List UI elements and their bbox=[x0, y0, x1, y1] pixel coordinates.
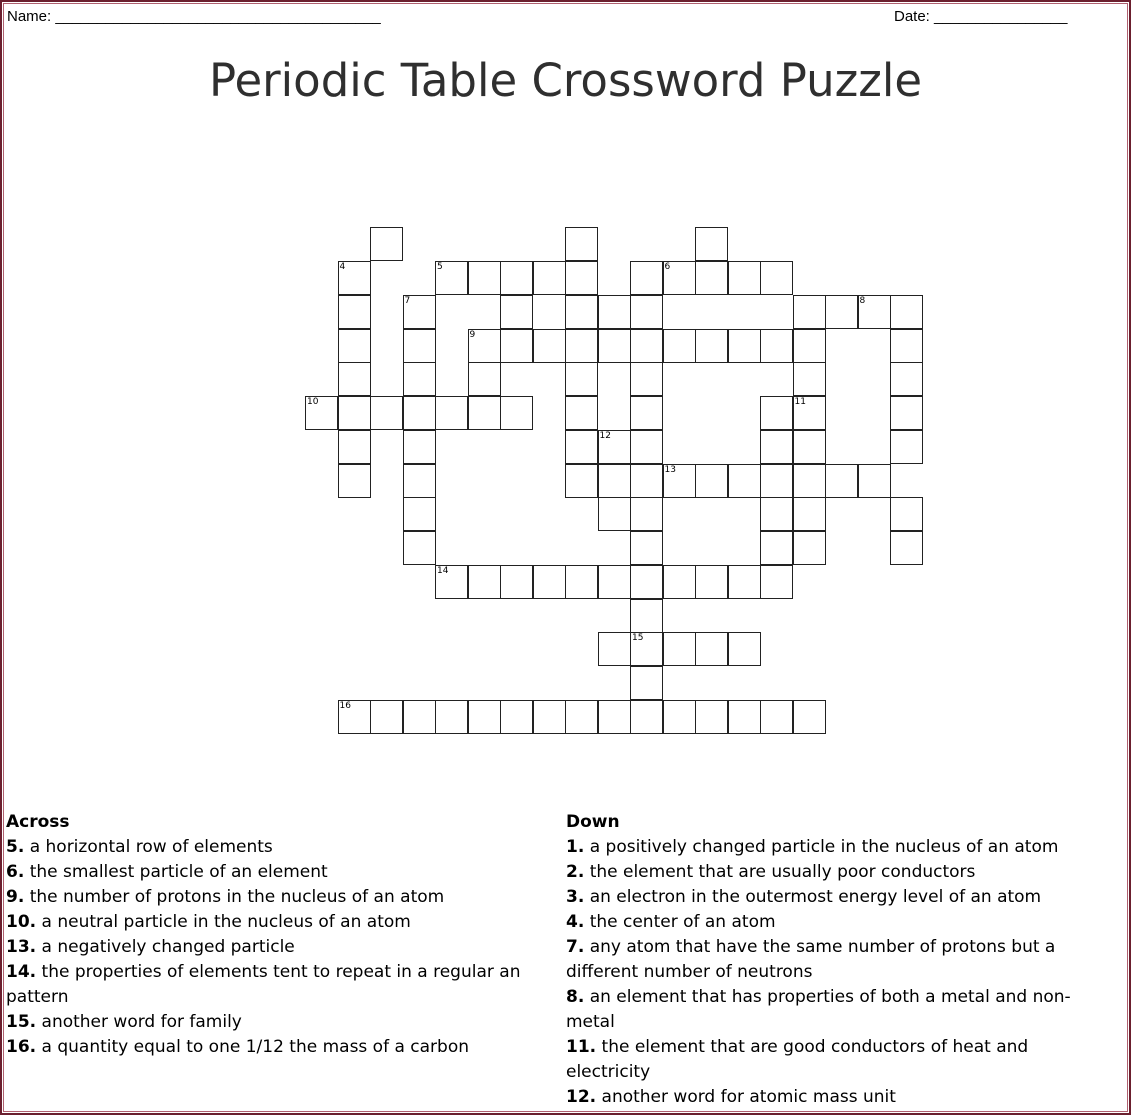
grid-cell[interactable] bbox=[370, 396, 403, 430]
grid-cell[interactable] bbox=[403, 497, 436, 531]
grid-cell[interactable] bbox=[403, 362, 436, 396]
across-clues bbox=[6, 810, 546, 1060]
down-clue bbox=[566, 885, 1106, 910]
grid-cell[interactable] bbox=[565, 329, 598, 363]
down-clue bbox=[566, 935, 1106, 985]
grid-cell[interactable] bbox=[630, 329, 663, 363]
grid-cell[interactable] bbox=[793, 396, 826, 430]
grid-cell[interactable] bbox=[305, 396, 338, 430]
clue-number: 6 bbox=[664, 262, 671, 272]
grid-cell[interactable] bbox=[630, 396, 663, 430]
grid-cell[interactable] bbox=[598, 632, 631, 666]
grid-cell[interactable] bbox=[663, 329, 696, 363]
grid-cell[interactable] bbox=[760, 531, 793, 565]
clue-number: 16 bbox=[339, 700, 351, 711]
clue-num: 1. bbox=[566, 837, 585, 857]
grid-cell[interactable] bbox=[695, 464, 728, 498]
grid-cell[interactable] bbox=[370, 700, 403, 734]
clue-num: 6. bbox=[6, 862, 25, 882]
grid-cell[interactable] bbox=[890, 531, 923, 565]
grid-cell[interactable] bbox=[468, 261, 501, 295]
clue-number: 15 bbox=[632, 633, 644, 644]
clue-text: another word for atomic mass unit bbox=[596, 1087, 896, 1107]
across-heading: Across bbox=[6, 812, 70, 832]
grid-cell[interactable] bbox=[760, 464, 793, 498]
grid-cell[interactable] bbox=[695, 565, 728, 599]
clue-text: a neutral particle in the nucleus of an atom bbox=[36, 912, 411, 932]
clue-text: an electron in the outermost energy level of an atom bbox=[584, 887, 1042, 907]
grid-cell[interactable] bbox=[630, 700, 663, 734]
grid-cell[interactable] bbox=[565, 700, 598, 734]
clue-number: 7 bbox=[404, 295, 411, 306]
grid-cell[interactable] bbox=[403, 464, 436, 498]
date-field[interactable]: Date: ________________ bbox=[894, 8, 1068, 25]
grid-cell[interactable] bbox=[695, 632, 728, 666]
clue-num: 15. bbox=[6, 1012, 37, 1032]
grid-cell[interactable] bbox=[793, 430, 826, 464]
grid-cell[interactable] bbox=[338, 464, 371, 498]
grid-cell[interactable] bbox=[825, 464, 858, 498]
clue-num: 4. bbox=[566, 912, 585, 932]
across-clue bbox=[6, 885, 546, 910]
grid-cell[interactable] bbox=[565, 565, 598, 599]
grid-cell[interactable] bbox=[695, 700, 728, 734]
grid-cell[interactable] bbox=[338, 362, 371, 396]
clue-num: 12. bbox=[566, 1087, 597, 1107]
grid-cell[interactable] bbox=[533, 700, 566, 734]
grid-cell[interactable] bbox=[598, 295, 631, 329]
grid-cell[interactable] bbox=[630, 531, 663, 565]
across-clue bbox=[6, 860, 546, 885]
grid-cell[interactable] bbox=[630, 497, 663, 531]
page-title: Periodic Table Crossword Puzzle bbox=[208, 54, 923, 107]
grid-cell[interactable] bbox=[533, 261, 566, 295]
grid-cell[interactable] bbox=[565, 227, 598, 261]
grid-cell[interactable] bbox=[598, 329, 631, 363]
grid-cell[interactable] bbox=[630, 632, 663, 666]
grid-cell[interactable] bbox=[533, 329, 566, 363]
grid-cell[interactable] bbox=[435, 396, 468, 430]
clue-number: 8 bbox=[859, 295, 866, 306]
grid-cell[interactable] bbox=[663, 700, 696, 734]
grid-cell[interactable] bbox=[338, 295, 371, 329]
grid-cell[interactable] bbox=[760, 565, 793, 599]
clue-text: the properties of elements tent to repeat in a regular an pattern bbox=[6, 962, 521, 1007]
grid-cell[interactable] bbox=[500, 700, 533, 734]
grid-cell[interactable] bbox=[890, 329, 923, 363]
name-field[interactable]: Name: _______________________________________ bbox=[7, 8, 381, 25]
down-clue bbox=[566, 910, 1106, 935]
grid-cell[interactable] bbox=[500, 329, 533, 363]
grid-cell[interactable] bbox=[890, 430, 923, 464]
grid-cell[interactable] bbox=[565, 396, 598, 430]
clue-text: the number of protons in the nucleus of an atom bbox=[24, 887, 445, 907]
grid-cell[interactable] bbox=[760, 261, 793, 295]
grid-cell[interactable] bbox=[403, 396, 436, 430]
grid-cell[interactable] bbox=[890, 396, 923, 430]
clue-number: 5 bbox=[437, 262, 443, 272]
grid-cell[interactable] bbox=[728, 329, 761, 363]
grid-cell[interactable] bbox=[630, 430, 663, 464]
grid-cell[interactable] bbox=[435, 700, 468, 734]
grid-cell[interactable] bbox=[793, 700, 826, 734]
grid-cell[interactable] bbox=[565, 261, 598, 295]
clue-num: 8. bbox=[566, 987, 585, 1007]
down-clue-list bbox=[566, 835, 1106, 1110]
clue-text: a positively changed particle in the nucleus of an atom bbox=[584, 837, 1059, 857]
grid-cell[interactable] bbox=[663, 261, 696, 295]
clue-num: 11. bbox=[566, 1037, 597, 1057]
across-clue bbox=[6, 1035, 546, 1060]
across-clue bbox=[6, 910, 546, 935]
grid-cell[interactable] bbox=[695, 261, 728, 295]
clue-num: 5. bbox=[6, 837, 25, 857]
clue-text: another word for family bbox=[36, 1012, 242, 1032]
grid-cell[interactable] bbox=[630, 295, 663, 329]
grid-cell[interactable] bbox=[630, 666, 663, 700]
clue-number: 9 bbox=[469, 329, 476, 340]
down-clue bbox=[566, 1085, 1106, 1110]
grid-cell[interactable] bbox=[598, 430, 631, 464]
grid-cell[interactable] bbox=[370, 227, 403, 261]
grid-cell[interactable] bbox=[760, 396, 793, 430]
clue-num: 16. bbox=[6, 1037, 37, 1057]
grid-cell[interactable] bbox=[890, 497, 923, 531]
grid-cell[interactable] bbox=[695, 227, 728, 261]
grid-cell[interactable] bbox=[793, 531, 826, 565]
down-heading: Down bbox=[566, 812, 620, 832]
grid-cell[interactable] bbox=[760, 329, 793, 363]
grid-cell[interactable] bbox=[793, 362, 826, 396]
grid-cell[interactable] bbox=[728, 565, 761, 599]
clue-number: 14 bbox=[437, 565, 449, 576]
clue-num: 13. bbox=[6, 937, 37, 957]
grid-cell[interactable] bbox=[565, 430, 598, 464]
across-clue bbox=[6, 1010, 546, 1035]
grid-cell[interactable] bbox=[338, 396, 371, 430]
grid-cell[interactable] bbox=[468, 396, 501, 430]
grid-cell[interactable] bbox=[500, 396, 533, 430]
grid-cell[interactable] bbox=[858, 464, 891, 498]
grid-cell[interactable] bbox=[338, 700, 371, 734]
grid-cell[interactable] bbox=[403, 700, 436, 734]
grid-cell[interactable] bbox=[890, 362, 923, 396]
clue-text: the smallest particle of an element bbox=[24, 862, 328, 882]
grid-cell[interactable] bbox=[403, 531, 436, 565]
clue-num: 2. bbox=[566, 862, 585, 882]
grid-cell[interactable] bbox=[565, 464, 598, 498]
grid-cell[interactable] bbox=[793, 329, 826, 363]
down-clue bbox=[566, 835, 1106, 860]
grid-cell[interactable] bbox=[435, 261, 468, 295]
down-clues bbox=[566, 810, 1106, 1110]
grid-cell[interactable] bbox=[663, 632, 696, 666]
grid-cell[interactable] bbox=[598, 565, 631, 599]
grid-cell[interactable] bbox=[630, 565, 663, 599]
across-clue-list bbox=[6, 835, 546, 1060]
grid-cell[interactable] bbox=[403, 295, 436, 329]
grid-cell[interactable] bbox=[565, 362, 598, 396]
grid-cell[interactable] bbox=[760, 497, 793, 531]
grid-cell[interactable] bbox=[663, 565, 696, 599]
grid-cell[interactable] bbox=[728, 261, 761, 295]
grid-cell[interactable] bbox=[793, 295, 826, 329]
clue-text: any atom that have the same number of protons but a different number of neutrons bbox=[566, 937, 1056, 982]
across-clue bbox=[6, 960, 546, 1010]
clue-number: 12 bbox=[599, 430, 611, 441]
clue-num: 10. bbox=[6, 912, 37, 932]
clue-text: a quantity equal to one 1/12 the mass of a carbon bbox=[36, 1037, 470, 1057]
grid-cell[interactable] bbox=[598, 700, 631, 734]
grid-cell[interactable] bbox=[500, 295, 533, 329]
grid-cell[interactable] bbox=[598, 464, 631, 498]
grid-cell[interactable] bbox=[500, 261, 533, 295]
clue-number: 10 bbox=[307, 397, 319, 407]
grid-cell[interactable] bbox=[793, 464, 826, 498]
clue-text: the center of an atom bbox=[584, 912, 776, 932]
clue-text: a negatively changed particle bbox=[36, 937, 295, 957]
grid-cell[interactable] bbox=[500, 565, 533, 599]
down-clue bbox=[566, 860, 1106, 885]
grid-cell[interactable] bbox=[338, 430, 371, 464]
clue-number: 11 bbox=[794, 397, 806, 407]
grid-cell[interactable] bbox=[468, 362, 501, 396]
grid-cell[interactable] bbox=[630, 362, 663, 396]
clue-text: a horizontal row of elements bbox=[24, 837, 273, 857]
grid-cell[interactable] bbox=[728, 700, 761, 734]
down-clue bbox=[566, 985, 1106, 1035]
clue-number: 4 bbox=[339, 262, 346, 272]
grid-cell[interactable] bbox=[890, 295, 923, 329]
clue-num: 14. bbox=[6, 962, 37, 982]
grid-cell[interactable] bbox=[760, 430, 793, 464]
grid-cell[interactable] bbox=[403, 329, 436, 363]
grid-cell[interactable] bbox=[533, 565, 566, 599]
clue-num: 7. bbox=[566, 937, 585, 957]
grid-cell[interactable] bbox=[435, 565, 468, 599]
grid-cell[interactable] bbox=[630, 464, 663, 498]
grid-cell[interactable] bbox=[338, 329, 371, 363]
grid-cell[interactable] bbox=[598, 497, 631, 531]
grid-cell[interactable] bbox=[858, 295, 891, 329]
grid-cell[interactable] bbox=[468, 565, 501, 599]
across-clue bbox=[6, 935, 546, 960]
grid-cell[interactable] bbox=[793, 497, 826, 531]
grid-cell[interactable] bbox=[728, 464, 761, 498]
grid-cell[interactable] bbox=[630, 599, 663, 633]
grid-cell[interactable] bbox=[630, 261, 663, 295]
grid-cell[interactable] bbox=[728, 632, 761, 666]
grid-cell[interactable] bbox=[695, 329, 728, 363]
down-clue bbox=[566, 1035, 1106, 1085]
clue-num: 3. bbox=[566, 887, 585, 907]
clue-num: 9. bbox=[6, 887, 25, 907]
clue-text: the element that are usually poor conductors bbox=[584, 862, 976, 882]
clue-number: 13 bbox=[664, 464, 676, 475]
clue-text: the element that are good conductors of heat and electricity bbox=[566, 1037, 1029, 1082]
grid-cell[interactable] bbox=[565, 295, 598, 329]
grid-cell[interactable] bbox=[825, 295, 858, 329]
grid-cell[interactable] bbox=[663, 464, 696, 498]
grid-cell[interactable] bbox=[338, 261, 371, 295]
grid-cell[interactable] bbox=[468, 329, 501, 363]
clue-text: an element that has properties of both a metal and non-metal bbox=[566, 987, 1071, 1032]
grid-cell[interactable] bbox=[403, 430, 436, 464]
grid-cell[interactable] bbox=[760, 700, 793, 734]
grid-cell[interactable] bbox=[468, 700, 501, 734]
across-clue bbox=[6, 835, 546, 860]
